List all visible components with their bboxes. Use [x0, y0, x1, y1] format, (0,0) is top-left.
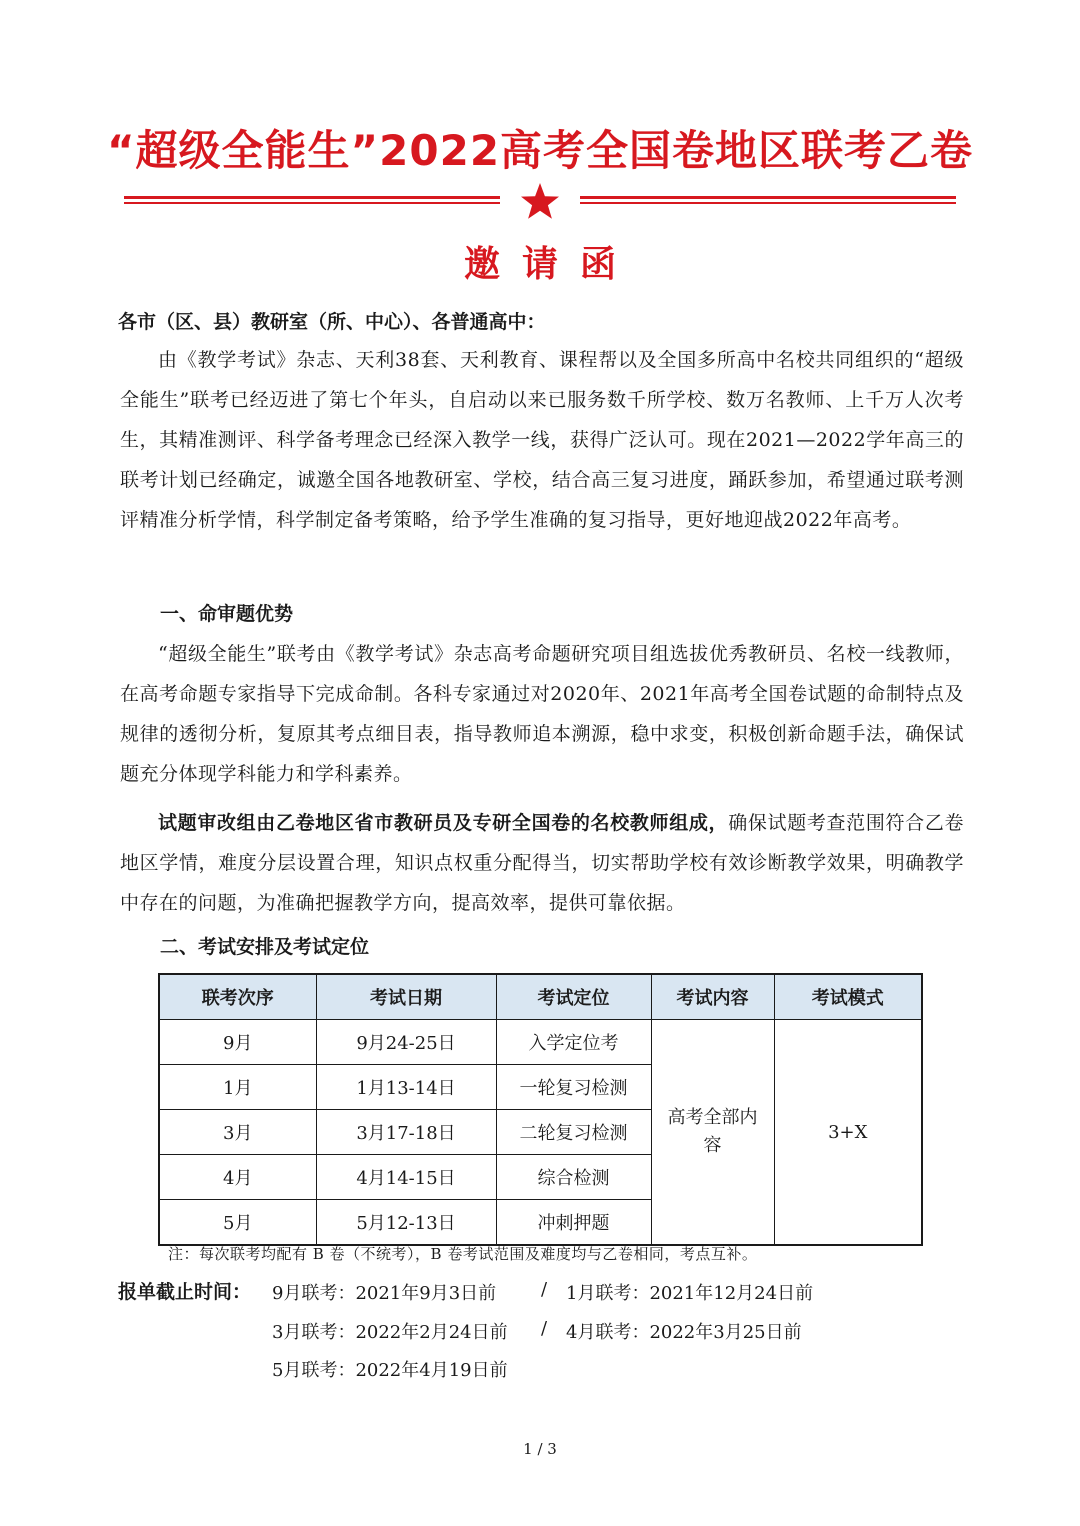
table-header: 考试日期 — [316, 974, 496, 1020]
table-cell: 1月 — [159, 1065, 316, 1110]
table-cell: 冲刺押题 — [496, 1200, 651, 1246]
table-cell: 9月24-25日 — [316, 1020, 496, 1065]
star-icon — [519, 180, 561, 222]
table-cell: 综合检测 — [496, 1155, 651, 1200]
deadline-item: 9月联考：2021年9月3日前 — [272, 1283, 497, 1304]
table-cell: 二轮复习检测 — [496, 1110, 651, 1155]
table-cell: 3月 — [159, 1110, 316, 1155]
table-cell: 4月14-15日 — [316, 1155, 496, 1200]
table-header: 考试定位 — [496, 974, 651, 1020]
table-header-row — [159, 974, 922, 1020]
table-cell: 入学定位考 — [496, 1020, 651, 1065]
section1-paragraph-1: “超级全能生”联考由《教学考试》杂志高考命题研究项目组选拔优秀教研员、名校一线教师，在高考命题专家指导下完成命制。各科专家通过对2020年、2021年高考全国卷试题的命制特点及规律的透彻分析，复原其考点细目表，指导教师追本溯源，稳中求变，积极创新命题手法，确保试题充分体现学科能力和学科素养。 — [120, 643, 964, 785]
deadline-item: 1月联考：2021年12月24日前 — [566, 1283, 814, 1304]
table-cell: 一轮复习检测 — [496, 1065, 651, 1110]
deadline-item: 5月联考：2022年4月19日前 — [272, 1360, 508, 1381]
table-note: 注：每次联考均配有 B 卷（不统考），B 卷考试范围及难度均与乙卷相同，考点互补。 — [168, 1245, 758, 1263]
deadline-separator: / — [541, 1279, 548, 1300]
salutation: 各市（区、县）教研室（所、中心）、各普通高中： — [118, 311, 546, 333]
title-rule-left — [124, 196, 500, 206]
table-cell: 3月17-18日 — [316, 1110, 496, 1155]
deadline-item: 3月联考：2022年2月24日前 — [272, 1322, 508, 1343]
deadline-label: 报单截止时间： — [118, 1281, 252, 1303]
table-row — [159, 1020, 922, 1065]
document-title: “超级全能生”2022高考全国卷地区联考乙卷 — [106, 126, 974, 175]
section1-paragraph-2 — [120, 803, 964, 923]
deadline-item: 4月联考：2022年3月25日前 — [566, 1322, 802, 1343]
table-cell-mode-merged: 3+X — [774, 1020, 922, 1246]
exam-schedule-table — [158, 973, 923, 1246]
table-header: 考试模式 — [774, 974, 922, 1020]
table-cell: 4月 — [159, 1155, 316, 1200]
page-number: 1 / 3 — [523, 1440, 557, 1458]
table-cell-content-merged: 高考全部内容 — [651, 1020, 774, 1246]
section1-heading: 一、命审题优势 — [160, 603, 294, 625]
section1-paragraph-2-rest: 确保试题考查范围符合乙卷地区学情，难度分层设置合理，知识点权重分配得当，切实帮助学校有效诊断教学效果，明确教学中存在的问题，为准确把握教学方向，提高效率，提供可靠依据。 — [120, 812, 964, 914]
deadline-separator: / — [541, 1318, 548, 1339]
title-rule-right — [580, 196, 956, 206]
section2-heading: 二、考试安排及考试定位 — [160, 936, 370, 958]
table-header: 考试内容 — [651, 974, 774, 1020]
table-cell: 1月13-14日 — [316, 1065, 496, 1110]
section1-paragraph-2-bold: 试题审改组由乙卷地区省市教研员及专研全国卷的名校教师组成， — [158, 812, 729, 834]
intro-paragraph: 由《教学考试》杂志、天利38套、天利教育、课程帮以及全国多所高中名校共同组织的“超级全能生”联考已经迈进了第七个年头，自启动以来已服务数千所学校、数万名教师、上千万人次考生，其精准测评、科学备考理念已经深入教学一线，获得广泛认可。现在2021—2022学年高三的联考计划已经确定，诚邀全国各地教研室、学校，结合高三复习进度，踊跃参加，希望通过联考测评精准分析学情，科学制定备考策略，给予学生准确的复习指导，更好地迎战2022年高考。 — [120, 349, 964, 531]
table-cell: 9月 — [159, 1020, 316, 1065]
table-cell: 5月12-13日 — [316, 1200, 496, 1246]
table-cell: 5月 — [159, 1200, 316, 1246]
document-subtitle: 邀请函 — [463, 244, 638, 285]
table-header: 联考次序 — [159, 974, 316, 1020]
